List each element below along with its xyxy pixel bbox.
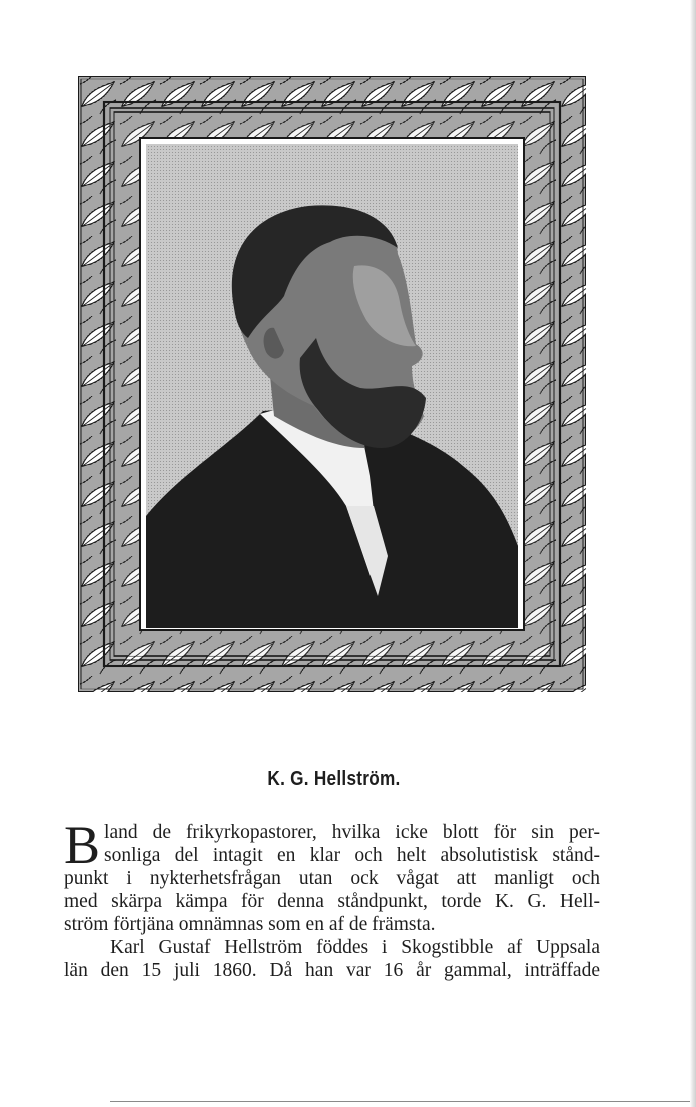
text-line: län den 15 juli 1860. Då han var 16 år gammal, inträffade [64,960,600,981]
page-edge-shadow [690,0,696,1107]
text-line: punkt i nykterhetsfrågan utan ock vågat att manligt och [64,868,600,889]
paragraph-2 [64,936,600,982]
text-line: sonliga del intagit en klar och helt absolutistisk stånd- [104,845,600,866]
portrait-caption: K. G. Hellström. [267,768,401,790]
text-line: land de frikyrkopastorer, hvilka icke blott för sin per- [104,822,600,843]
paragraph-1 [64,815,600,936]
text-line: ström förtjäna omnämnas som en af de främsta. [64,914,436,935]
text-line: med skärpa kämpa för denna ståndpunkt, torde K. G. Hell- [64,891,600,912]
text-line: Karl Gustaf Hellström föddes i Skogstibble af Uppsala [110,937,600,958]
bottom-rule [110,1101,690,1102]
drop-cap: B [64,815,101,875]
ornamental-portrait-frame [78,76,586,692]
article-body [64,815,600,982]
portrait-photo [146,144,518,628]
